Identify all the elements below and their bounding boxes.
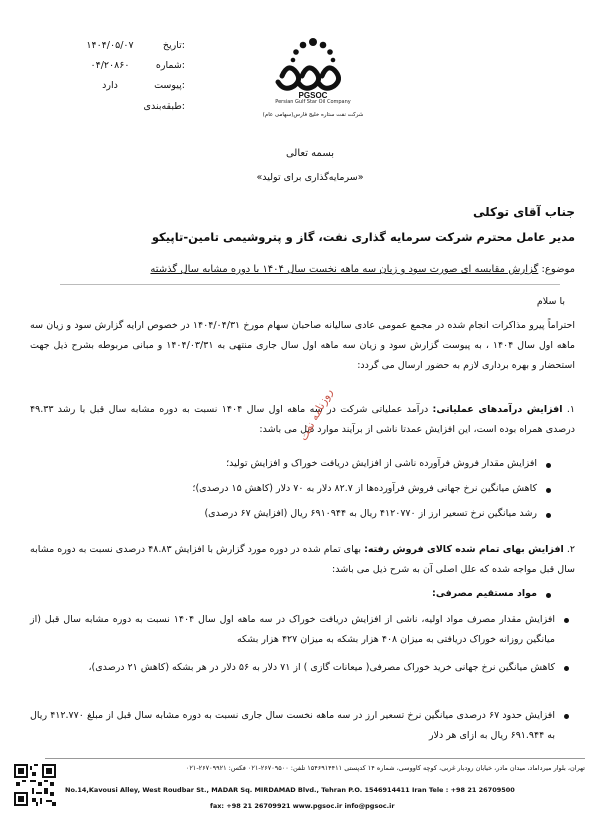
section-1-bullet-1: افزایش مقدار فروش فرآورده ناشی از افزایش دریافت خوراک و افزایش تولید؛ xyxy=(226,458,537,469)
bullet-dot xyxy=(546,463,551,468)
section-1-bullet-3: رشد میانگین نرخ تسعیر ارز از ۴۱۲۰۷۷۰ ریال به ۶۹۱۰۹۴۴ ریال (افزایش ۶۷ درصدی) xyxy=(204,508,537,519)
logo-acronym: PGSOC xyxy=(298,91,328,100)
red-stamp: روزنامه نفت xyxy=(296,386,336,443)
section-2-bullet-3: افزایش حدود ۶۷ درصدی میانگین نرخ تسعیر ارز در سه ماهه نخست سال جاری نسبت به دوره مشابه سال قبل از مبلغ ۴۱۲.۷۷۰ ریال به ۶۹۱.۹۴۴ ریال به ازای هر دلار xyxy=(30,710,555,741)
recipient-title: مدیر عامل محترم شرکت سرمایه گذاری نفت، گاز و پتروشیمی تامین-تاپیکو xyxy=(151,230,575,244)
footer-contact-en: fax: +98 21 26709921 www.pgsoc.ir info@pgsoc.ir xyxy=(210,802,395,810)
classification-row xyxy=(80,101,185,117)
section-2-sub-heading: مواد مستقیم مصرفی: xyxy=(432,588,537,599)
bullet-dot xyxy=(564,666,569,671)
list-item xyxy=(30,658,555,678)
section-2-bullet-2: کاهش میانگین نرخ جهانی خرید خوراک مصرفی( میعانات گازی ) از ۷۱ دلار به ۵۶ دلار در هر بشکه (کاهش ۲۱ درصدی)، xyxy=(88,662,555,673)
bullet-dot xyxy=(564,714,569,719)
attachment-value: دارد xyxy=(102,80,118,91)
qr-code xyxy=(14,764,56,806)
list-item xyxy=(30,706,555,746)
classification-label: طبقه‌بندی: xyxy=(143,101,185,112)
logo-english-name: Persian Gulf Star Oil Company xyxy=(275,99,351,105)
sub-heading-row xyxy=(37,588,537,606)
list-item xyxy=(37,458,537,476)
section-2-text: بهای تمام شده در دوره مورد گزارش با افزایش ۴۸.۸۳ درصدی نسبت به دوره مشابه سال قبل مواجه شده که علل اصلی آن به شرح ذیل می باشد: xyxy=(30,544,575,575)
intro-paragraph: احتراماً پیرو مذاکرات انجام شده در مجمع عمومی عادی سالیانه صاحبان سهام مورخ ۱۴۰۴/۰۴/۳۱ در خصوص ارایه گزارش سود و زیان سه ماهه اول سال ۱۴۰۴ ، به پیوست گزارش سود و زیان سه ماهه اول سال جاری منتهی به ۱۴۰۴/۰۳/۳۱ و مبانی مربوطه بشرح ذیل جهت استحضار و بهره برداری لازم به حضور ارسال می گردد: xyxy=(30,320,576,371)
section-1-number: ۱. xyxy=(566,404,575,415)
list-item xyxy=(30,610,555,650)
section-1-bullet-2: کاهش میانگین نرخ جهانی فروش فرآورده‌ها از ۸۲.۷ دلار به ۷۰ دلار (کاهش ۱۵ درصدی)؛ xyxy=(192,483,537,494)
footer-divider xyxy=(45,758,585,759)
number-label: شماره: xyxy=(155,60,185,71)
subject-divider xyxy=(60,284,560,285)
number-value: ۰۴/۲۰۸۶۰ xyxy=(90,60,130,71)
list-item xyxy=(37,508,537,526)
date-label: تاریخ: xyxy=(162,40,185,51)
section-2-heading: افزایش بهای تمام شده کالای فروش رفته: xyxy=(364,544,564,555)
footer-address-fa: تهران، بلوار میرداماد، میدان مادر، خیابان رودبار غربی، کوچه کاووسی، شماره ۱۴ کدپستی ۱۵۴۶۹۱۴۴۱۱ تلفن: ۲۶۷۰۹۵۰۰-۰۲۱ فکس: ۲۶۷۰۹۹۲۱-۰۲۱ xyxy=(185,764,585,772)
date-row xyxy=(80,40,185,56)
footer-address-en: No.14,Kavousi Alley, West Roudbar St., MADAR Sq. MIRDAMAD Blvd., Tehran P.O. 1546914411 Iran Tele : +98 21 26709500 xyxy=(65,786,515,794)
bullet-dot xyxy=(546,488,551,493)
bullet-dot xyxy=(564,618,569,623)
logo-persian-name: شرکت نفت ستاره خلیج فارس(سهامی عام) xyxy=(262,112,364,118)
subject-label: موضوع: xyxy=(541,264,575,275)
section-1-heading: افزایش درآمدهای عملیاتی: xyxy=(432,404,563,415)
bullet-dot xyxy=(546,593,551,598)
section-2-bullet-1: افزایش مقدار مصرف مواد اولیه، ناشی از افزایش دریافت خوراک در سه ماهه اول سال ۱۴۰۴ نسبت به دوره مشابه سال قبل (از میانگین روزانه خوراک دریافتی به میزان ۴۰۸ هزار بشکه به میزان ۴۲۷ هزار بشکه xyxy=(30,614,555,645)
section-2-number: ۲. xyxy=(566,544,575,555)
number-row xyxy=(80,60,185,76)
attachment-row xyxy=(80,80,185,96)
date-value: ۱۴۰۴/۰۵/۰۷ xyxy=(86,40,134,51)
bullet-dot xyxy=(546,513,551,518)
slogan: «سرمایه‌گذاری برای تولید» xyxy=(256,172,364,183)
section-2-paragraph xyxy=(30,540,575,580)
greeting: با سلام xyxy=(536,296,565,307)
invocation: بسمه تعالی xyxy=(285,148,335,159)
list-item xyxy=(37,483,537,501)
recipient-name: جناب آقای توکلی xyxy=(473,205,575,219)
subject-text: گزارش مقایسه ای صورت سود و زیان سه ماهه نخست سال ۱۴۰۴ با دوره مشابه سال گذشته xyxy=(150,264,539,275)
subject-line xyxy=(15,264,575,284)
company-logo xyxy=(258,30,368,110)
attachment-label: پیوست: xyxy=(154,80,185,91)
section-1-text: درآمد عملیاتی شرکت در سه ماهه اول سال ۱۴۰۴ نسبت به دوره مشابه سال قبل با رشد ۴۹.۳۳ درصدی همراه بوده است، این افزایش عمدتا ناشی از برآیند موارد ذیل می باشد: xyxy=(30,404,575,435)
